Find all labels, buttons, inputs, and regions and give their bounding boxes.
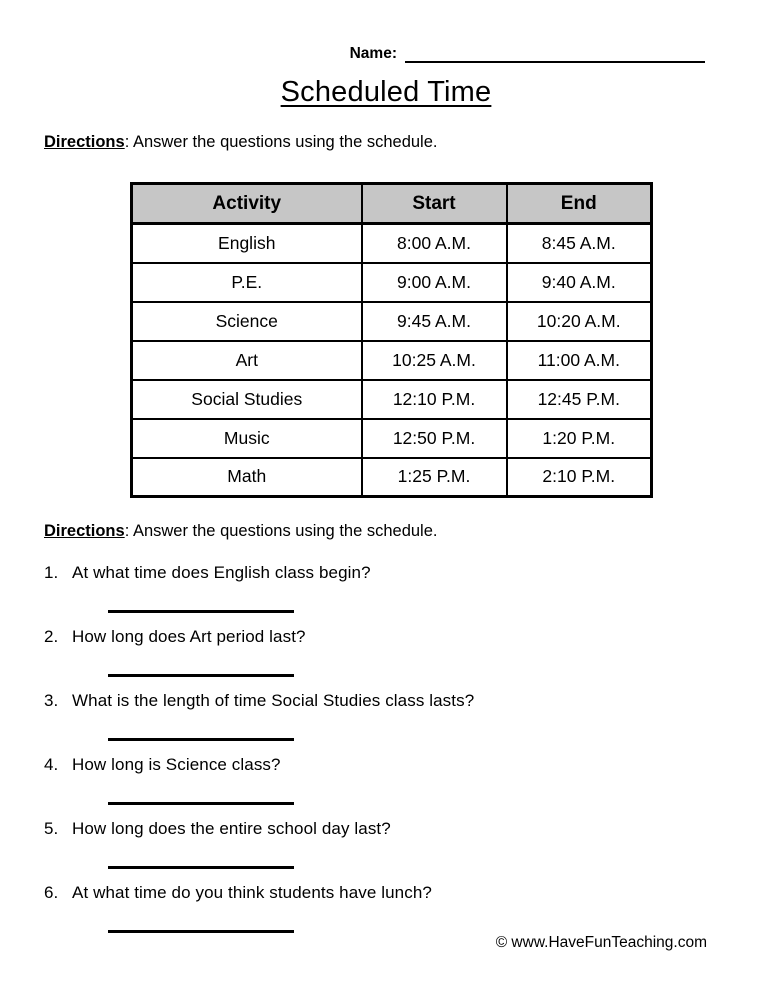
- column-header-start: Start: [362, 184, 507, 224]
- questions-list: [0, 563, 772, 933]
- directions-label: Directions: [44, 522, 125, 540]
- directions-text: : Answer the questions using the schedule.: [124, 522, 438, 540]
- end-cell: 12:45 P.M.: [507, 380, 652, 419]
- table-row: [132, 263, 652, 302]
- question-body: How long does Art period last?: [72, 627, 306, 646]
- start-cell: 9:00 A.M.: [362, 263, 507, 302]
- column-header-activity: Activity: [132, 184, 362, 224]
- end-cell: 1:20 P.M.: [507, 419, 652, 458]
- question-body: What is the length of time Social Studies class lasts?: [72, 691, 475, 710]
- question-body: At what time does English class begin?: [72, 563, 371, 582]
- schedule-table-body: [132, 224, 652, 497]
- activity-cell: Social Studies: [132, 380, 362, 419]
- table-row: [132, 458, 652, 497]
- question-text: [44, 627, 772, 647]
- answer-blank-line: [108, 610, 294, 613]
- answer-blank-line: [108, 866, 294, 869]
- table-row: [132, 419, 652, 458]
- end-cell: 10:20 A.M.: [507, 302, 652, 341]
- directions-text: : Answer the questions using the schedule.: [124, 133, 438, 151]
- question-text: [44, 691, 772, 711]
- page-title: Scheduled Time: [280, 76, 492, 108]
- activity-cell: Art: [132, 341, 362, 380]
- question-text: [44, 819, 772, 839]
- footer-credit: © www.HaveFunTeaching.com: [495, 934, 707, 951]
- table-row: [132, 380, 652, 419]
- directions-top: [0, 133, 772, 152]
- question-number: 2.: [44, 627, 59, 646]
- end-cell: 8:45 A.M.: [507, 224, 652, 263]
- end-cell: 11:00 A.M.: [507, 341, 652, 380]
- end-cell: 2:10 P.M.: [507, 458, 652, 497]
- activity-cell: English: [132, 224, 362, 263]
- question-body: At what time do you think students have lunch?: [72, 883, 432, 902]
- directions-bottom: [0, 522, 772, 541]
- activity-cell: Science: [132, 302, 362, 341]
- question-number: 4.: [44, 755, 59, 774]
- question-number: 3.: [44, 691, 59, 710]
- question-number: 6.: [44, 883, 59, 902]
- start-cell: 12:50 P.M.: [362, 419, 507, 458]
- start-cell: 10:25 A.M.: [362, 341, 507, 380]
- name-row: [0, 45, 772, 63]
- table-header-row: [132, 184, 652, 224]
- schedule-table: [130, 182, 653, 498]
- question-body: How long does the entire school day last?: [72, 819, 391, 838]
- question-number: 5.: [44, 819, 59, 838]
- question-body: How long is Science class?: [72, 755, 281, 774]
- name-label: Name:: [349, 45, 397, 62]
- activity-cell: P.E.: [132, 263, 362, 302]
- activity-cell: Music: [132, 419, 362, 458]
- start-cell: 9:45 A.M.: [362, 302, 507, 341]
- end-cell: 9:40 A.M.: [507, 263, 652, 302]
- name-blank-line: [405, 49, 705, 63]
- table-row: [132, 224, 652, 263]
- table-row: [132, 341, 652, 380]
- answer-blank-line: [108, 738, 294, 741]
- answer-blank-line: [108, 802, 294, 805]
- start-cell: 1:25 P.M.: [362, 458, 507, 497]
- question-text: [44, 883, 772, 903]
- column-header-end: End: [507, 184, 652, 224]
- start-cell: 12:10 P.M.: [362, 380, 507, 419]
- table-row: [132, 302, 652, 341]
- answer-blank-line: [108, 930, 294, 933]
- answer-blank-line: [108, 674, 294, 677]
- activity-cell: Math: [132, 458, 362, 497]
- question-number: 1.: [44, 563, 59, 582]
- question-text: [44, 755, 772, 775]
- start-cell: 8:00 A.M.: [362, 224, 507, 263]
- question-text: [44, 563, 772, 583]
- directions-label: Directions: [44, 133, 125, 151]
